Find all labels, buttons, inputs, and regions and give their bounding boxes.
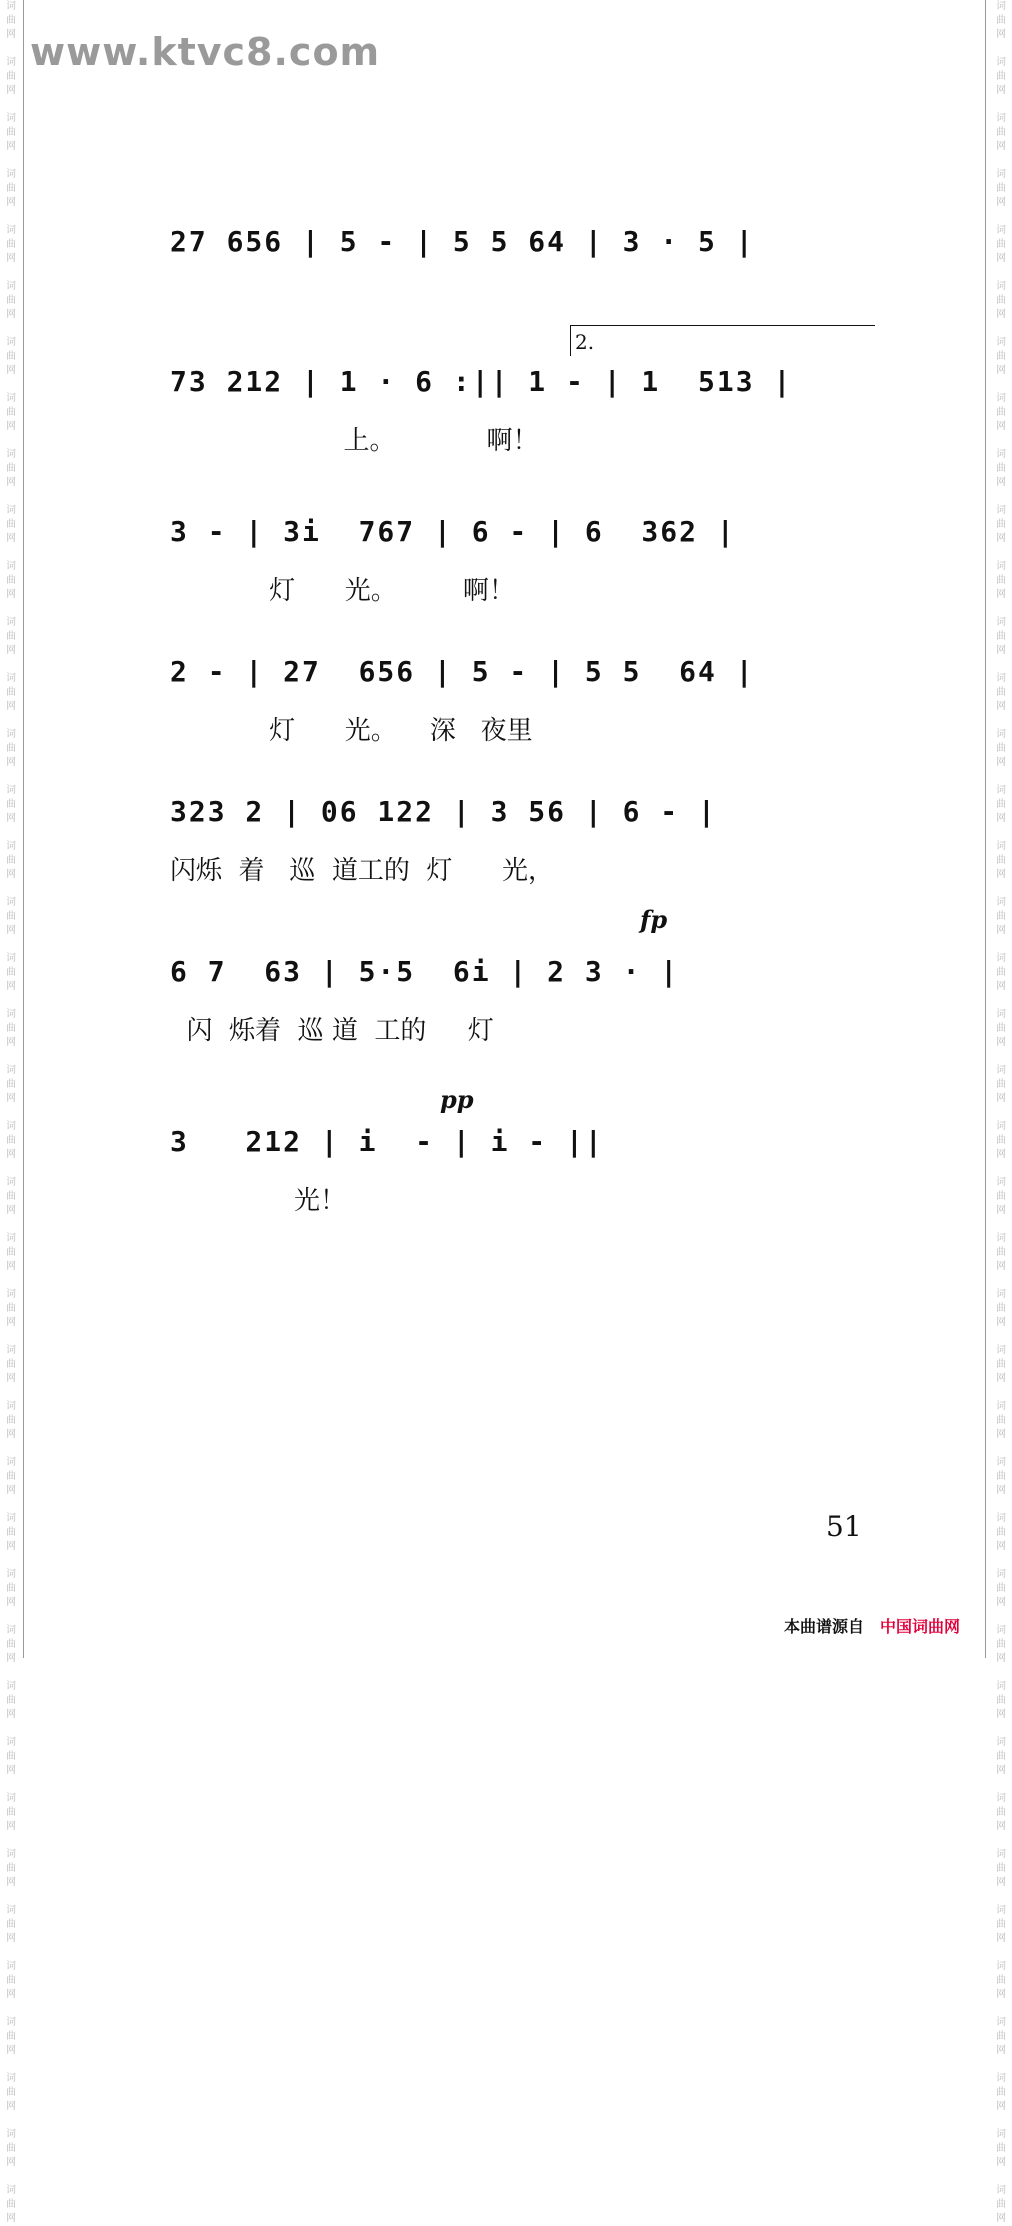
notation-line: 73 212 | 1 · 6 :|| 1 - | 1 513 |	[170, 365, 793, 398]
right-margin-strip: 词 曲 网 词 曲 网 词 曲 网 词 曲 网 词 曲 网 词 曲 网 词 曲 网 词 曲 网 词 曲 网 词 曲 网 词 曲 网 词 曲 网 词 曲 网 词 曲 网 词 曲 网 词 曲 网 词 曲 网 词 曲 网 词 曲 网 词 曲 网 词 曲 网 词 曲 网 词 曲 网 词 曲 网 词 曲 网 词 曲 网 词 曲 网 词 曲 网 词 曲 网 词 曲 网 词 曲 网 词 曲 网 词 曲 网 词 曲 网 词 曲 网 词 曲 网 词 曲 网 词 曲 网 词 曲 网 词 曲 网	[996, 1, 1006, 2224]
notation-line: 6 7 63 | 5·5 6i | 2 3 · |	[170, 955, 680, 988]
lyric-line: 灯 光。 啊！	[170, 576, 515, 606]
notation-line: 3 212 | i - | i - ||	[170, 1125, 604, 1158]
lyric-line: 闪 烁着 巡 道 工的 灯	[170, 1016, 494, 1046]
notation-line: 323 2 | 06 122 | 3 56 | 6 - |	[170, 795, 717, 828]
left-margin-rule	[23, 0, 24, 1658]
lyric-line: 光！	[170, 1186, 346, 1216]
music-score	[170, 185, 890, 1265]
source-credit	[784, 1614, 960, 1637]
page-number: 51	[826, 1510, 862, 1543]
lyric-line: 灯 光。 深 夜里	[170, 716, 533, 746]
lyric-line: 上。 啊！	[170, 426, 539, 456]
right-margin-rule	[985, 0, 986, 1658]
notation-line: 2 - | 27 656 | 5 - | 5 5 64 |	[170, 655, 755, 688]
dynamic-marking: fp	[640, 905, 668, 934]
score-system-5	[170, 755, 890, 895]
score-system-1	[170, 185, 890, 325]
source-credit-label: 本曲谱源自	[784, 1617, 865, 1636]
score-system-4	[170, 615, 890, 755]
watermark-text: www.ktvc8.com	[30, 30, 381, 74]
notation-line: 27 656 | 5 - | 5 5 64 | 3 · 5 |	[170, 225, 755, 258]
score-system-2	[170, 325, 890, 465]
left-margin-strip: 词 曲 网 词 曲 网 词 曲 网 词 曲 网 词 曲 网 词 曲 网 词 曲 网 词 曲 网 词 曲 网 词 曲 网 词 曲 网 词 曲 网 词 曲 网 词 曲 网 词 曲 网 词 曲 网 词 曲 网 词 曲 网 词 曲 网 词 曲 网 词 曲 网 词 曲 网 词 曲 网 词 曲 网 词 曲 网 词 曲 网 词 曲 网 词 曲 网 词 曲 网 词 曲 网 词 曲 网 词 曲 网 词 曲 网 词 曲 网 词 曲 网 词 曲 网 词 曲 网 词 曲 网 词 曲 网 词 曲 网	[6, 1, 16, 2224]
notation-line: 3 - | 3i 767 | 6 - | 6 362 |	[170, 515, 736, 548]
lyric-line: 闪烁 着 巡 道工的 灯 光，	[170, 856, 554, 886]
volta-bracket: 2.	[570, 325, 875, 356]
dynamic-marking: pp	[440, 1085, 474, 1114]
score-system-3	[170, 475, 890, 615]
score-system-6	[170, 895, 890, 1046]
source-site-name: 中国词曲网	[880, 1617, 961, 1636]
score-system-7	[170, 1065, 890, 1216]
